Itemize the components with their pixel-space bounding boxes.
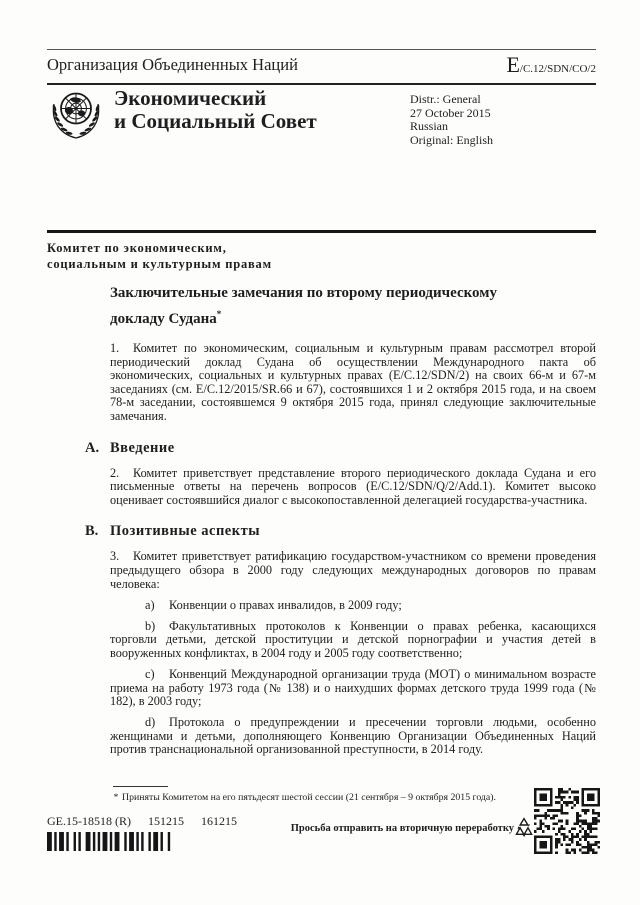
paragraph-number: 2. (110, 465, 120, 480)
recycle-notice: Просьба отправить на вторичную переработку (290, 823, 514, 834)
recycle-icon (512, 815, 536, 840)
list-item-letter: c) (145, 667, 155, 681)
distr-type: Distr.: General (410, 92, 481, 106)
header-thick-rule (47, 230, 596, 233)
distr-date: 27 October 2015 (410, 105, 491, 120)
paragraph-text: Комитет приветствует ратификацию государством-участником со времени проведения предыдущего обзора в 2000 году следующих международных договоров по правам человека: (110, 549, 596, 591)
section-heading-a (85, 440, 596, 457)
committee-name-line1: Комитет по экономическим, (47, 241, 227, 255)
deposit-code-1: 151215 (148, 814, 184, 828)
deposit-code-2: 161215 (201, 814, 237, 828)
section-letter: A. (85, 439, 100, 456)
document-symbol-series: E (506, 52, 520, 77)
committee-name-line2: социальным и культурным правам (47, 257, 272, 271)
section-heading-b (85, 523, 596, 540)
list-item-text: Протокола о предупреждении и пресечении торговли людьми, особенно женщинами и детьми, дополняющего Конвенцию Организации Объединенных Наций против транснациональной организованной преступности, в 2014 году. (110, 715, 596, 757)
document-body (85, 283, 596, 757)
title-footnote-marker: * (216, 308, 222, 319)
page-title-text: Заключительные замечания по второму периодическому докладу Судана (110, 285, 497, 327)
council-name (114, 87, 317, 133)
paragraph-1 (110, 342, 596, 424)
paragraph-2 (110, 467, 596, 508)
job-number-line (47, 814, 237, 829)
list-item-text: Факультативных протоколов к Конвенции о правах ребенка, касающихся торговли детьми, детской проституции и детской порнографии и участия детей в вооруженных конфликтах, в 2004 году и 2005 году соответственно; (110, 618, 596, 660)
list-item-letter: a) (145, 597, 155, 612)
header-mid-rule (47, 83, 596, 85)
page-title (110, 283, 555, 329)
footnote-marker: * (113, 792, 119, 803)
council-name-line1: Экономический (114, 86, 267, 110)
distr-original: Original: English (410, 132, 493, 147)
footnote-text: Приняты Комитетом на его пятьдесят шестой сессии (21 сентября – 9 октября 2015 года). (122, 792, 496, 803)
document-symbol-number: /C.12/SDN/CO/2 (519, 63, 596, 75)
list-item-letter: d) (145, 715, 156, 730)
qr-code (534, 788, 600, 854)
footnote-rule (113, 786, 168, 787)
paragraph-text: Комитет по экономическим, социальным и культурным правам рассмотрел второй периодический доклад Судана об осуществлении Международного пакта об экономических, социальных и культурных правах (E/C.12/SDN/2) на своих 66-м и 67-м заседаниях (см. E/C.12/2015/SR.66 и 67), состоявшихся 1 и 2 октября 2015 года, и на своем 78-м заседании, состоявшемся 9 октября 2015 года, принял следующие заключительные замечания. (110, 341, 596, 423)
header-top-rule (47, 49, 596, 50)
un-org-name: Организация Объединенных Наций (47, 55, 298, 74)
list-item-letter: b) (145, 618, 156, 633)
document-symbol (506, 52, 596, 78)
section-title: Введение (110, 439, 175, 456)
ge-number: GE.15-18518 (R) (47, 814, 131, 828)
section-title: Позитивные аспекты (110, 523, 261, 540)
paragraph-number: 3. (110, 549, 120, 564)
barcode (47, 832, 175, 851)
list-item-a (110, 599, 596, 613)
list-item-d (110, 716, 596, 757)
section-letter: B. (85, 523, 99, 540)
footnote (110, 792, 580, 804)
list-item-c (110, 668, 596, 709)
paragraph-text: Комитет приветствует представление второго периодического доклада Судана и его письменные ответы на перечень вопросов (E/C.12/SDN/Q/2/Add.1). Комитет высоко оценивает состоявшийся диалог с высокопоставленной делегацией государства-участника. (110, 465, 596, 507)
committee-name (47, 240, 272, 272)
council-name-line2: и Социальный Совет (114, 109, 317, 133)
list-item-b (110, 620, 596, 661)
paragraph-number: 1. (110, 341, 120, 355)
list-item-text: Конвенции о правах инвалидов, в 2009 году; (169, 597, 402, 612)
paragraph-3 (110, 550, 596, 591)
list-item-text: Конвенций Международной организации труда (МОТ) о минимальном возрасте приема на работу 1973 года (№ 138) и о наихудших формах детского труда 1999 года (№ 182), в 2003 году; (110, 667, 596, 709)
distribution-block (410, 93, 493, 147)
un-emblem-icon (46, 86, 106, 143)
distr-language: Russian (410, 119, 449, 133)
